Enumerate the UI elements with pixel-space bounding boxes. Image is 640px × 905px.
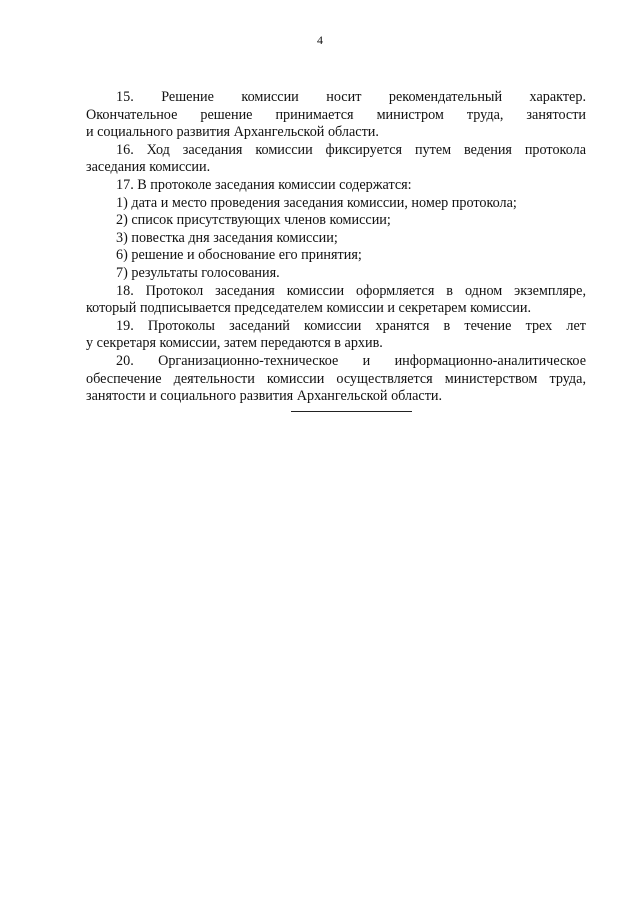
paragraph-20-line-1: 20. Организационно-техническое и информационно-аналитическое (116, 352, 586, 369)
paragraph-16-line-2: заседания комиссии. (86, 159, 211, 176)
list-item: 3) повестка дня заседания комиссии; (116, 229, 338, 246)
paragraph-18-line-1: 18. Протокол заседания комиссии оформляется в одном экземпляре, (116, 282, 586, 299)
paragraph-15-line-3: и социального развития Архангельской области. (86, 124, 379, 141)
paragraph-19-line-1: 19. Протоколы заседаний комиссии хранятся в течение трех лет (116, 317, 586, 334)
page-number: 4 (317, 33, 323, 47)
paragraph-17-intro: 17. В протоколе заседания комиссии содержатся: (116, 176, 412, 193)
paragraph-19 (86, 318, 586, 353)
paragraph-18-line-2: который подписывается председателем комиссии и секретарем комиссии. (86, 300, 532, 317)
paragraph-18 (86, 283, 586, 318)
list-item: 2) список присутствующих членов комиссии; (116, 212, 391, 229)
paragraph-15-line-2: Окончательное решение принимается министром труда, занятости (86, 106, 586, 123)
list-item: 1) дата и место проведения заседания комиссии, номер протокола; (116, 194, 517, 211)
end-of-document-rule (291, 411, 412, 412)
paragraph-20 (86, 353, 586, 406)
paragraph-19-line-2: у секретаря комиссии, затем передаются в архив. (86, 335, 383, 352)
document-body (86, 89, 586, 406)
paragraph-17 (86, 177, 586, 283)
paragraph-15-line-1: 15. Решение комиссии носит рекомендательный характер. (116, 89, 586, 105)
paragraph-20-line-3: занятости и социального развития Архангельской области. (86, 388, 443, 405)
paragraph-16 (86, 142, 586, 177)
list-item: 7) результаты голосования. (116, 264, 280, 281)
list-item: 6) решение и обоснование его принятия; (116, 247, 362, 264)
paragraph-20-line-2: обеспечение деятельности комиссии осуществляется министерством труда, (86, 370, 586, 387)
paragraph-15 (86, 89, 586, 142)
paragraph-16-line-1: 16. Ход заседания комиссии фиксируется путем ведения протокола (116, 141, 586, 158)
